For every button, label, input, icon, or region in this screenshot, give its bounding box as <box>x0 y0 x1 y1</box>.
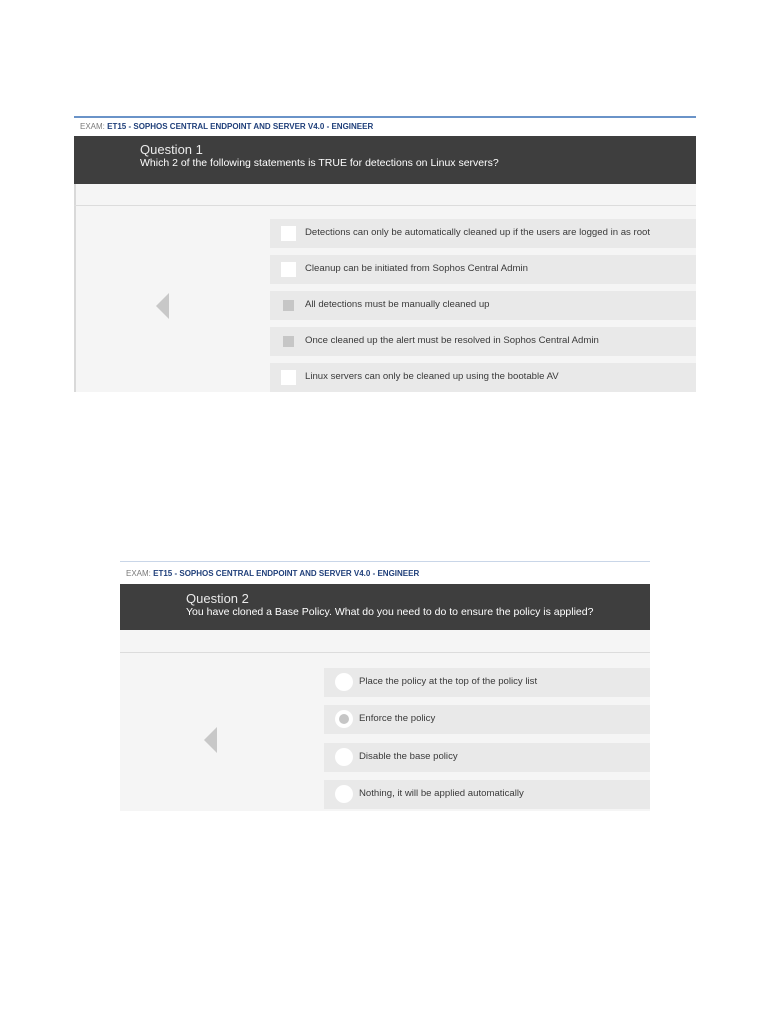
question-header <box>74 136 696 184</box>
chevron-left-icon[interactable] <box>156 293 169 319</box>
answer-option[interactable] <box>324 705 650 734</box>
answer-option[interactable] <box>270 327 696 356</box>
exam-prefix: EXAM: <box>80 122 108 131</box>
divider <box>120 652 650 653</box>
answer-option[interactable] <box>324 668 650 697</box>
question-header <box>120 584 650 630</box>
option-label: All detections must be manually cleaned up <box>305 299 490 310</box>
option-label: Cleanup can be initiated from Sophos Central Admin <box>305 263 528 274</box>
chevron-left-icon[interactable] <box>204 727 217 753</box>
question-1-panel <box>74 116 696 392</box>
question-text: You have cloned a Base Policy. What do you need to do to ensure the policy is applied? <box>186 606 594 618</box>
checkbox[interactable] <box>281 370 296 385</box>
answer-option[interactable] <box>324 743 650 772</box>
checkbox[interactable] <box>281 226 296 241</box>
question-title: Question 2 <box>186 591 249 606</box>
answer-option[interactable] <box>270 363 696 392</box>
exam-name: ET15 - SOPHOS CENTRAL ENDPOINT AND SERVER V4.0 - ENGINEER <box>153 569 420 578</box>
answer-option[interactable] <box>324 780 650 809</box>
answer-option[interactable] <box>270 219 696 248</box>
option-label: Place the policy at the top of the policy list <box>359 676 538 687</box>
question-title: Question 1 <box>140 142 203 157</box>
option-label: Nothing, it will be applied automatically <box>359 788 524 799</box>
checkbox-checked[interactable] <box>283 336 294 347</box>
option-label: Linux servers can only be cleaned up using the bootable AV <box>305 371 559 382</box>
exam-title-bar <box>120 562 650 584</box>
exam-prefix: EXAM: <box>126 569 154 578</box>
exam-title-bar <box>74 118 696 136</box>
option-label: Once cleaned up the alert must be resolved in Sophos Central Admin <box>305 335 599 346</box>
question-text: Which 2 of the following statements is TRUE for detections on Linux servers? <box>140 157 499 169</box>
answer-option[interactable] <box>270 291 696 320</box>
radio-button-selected[interactable] <box>335 710 353 728</box>
checkbox-checked[interactable] <box>283 300 294 311</box>
radio-button[interactable] <box>335 748 353 766</box>
option-label: Disable the base policy <box>359 751 458 762</box>
answer-option[interactable] <box>270 255 696 284</box>
exam-name: ET15 - SOPHOS CENTRAL ENDPOINT AND SERVER V4.0 - ENGINEER <box>107 122 374 131</box>
option-label: Enforce the policy <box>359 713 436 724</box>
checkbox[interactable] <box>281 262 296 277</box>
option-label: Detections can only be automatically cleaned up if the users are logged in as root <box>305 227 651 238</box>
radio-button[interactable] <box>335 785 353 803</box>
radio-button[interactable] <box>335 673 353 691</box>
left-edge <box>74 184 76 392</box>
divider <box>74 205 696 206</box>
question-2-panel <box>120 561 650 811</box>
